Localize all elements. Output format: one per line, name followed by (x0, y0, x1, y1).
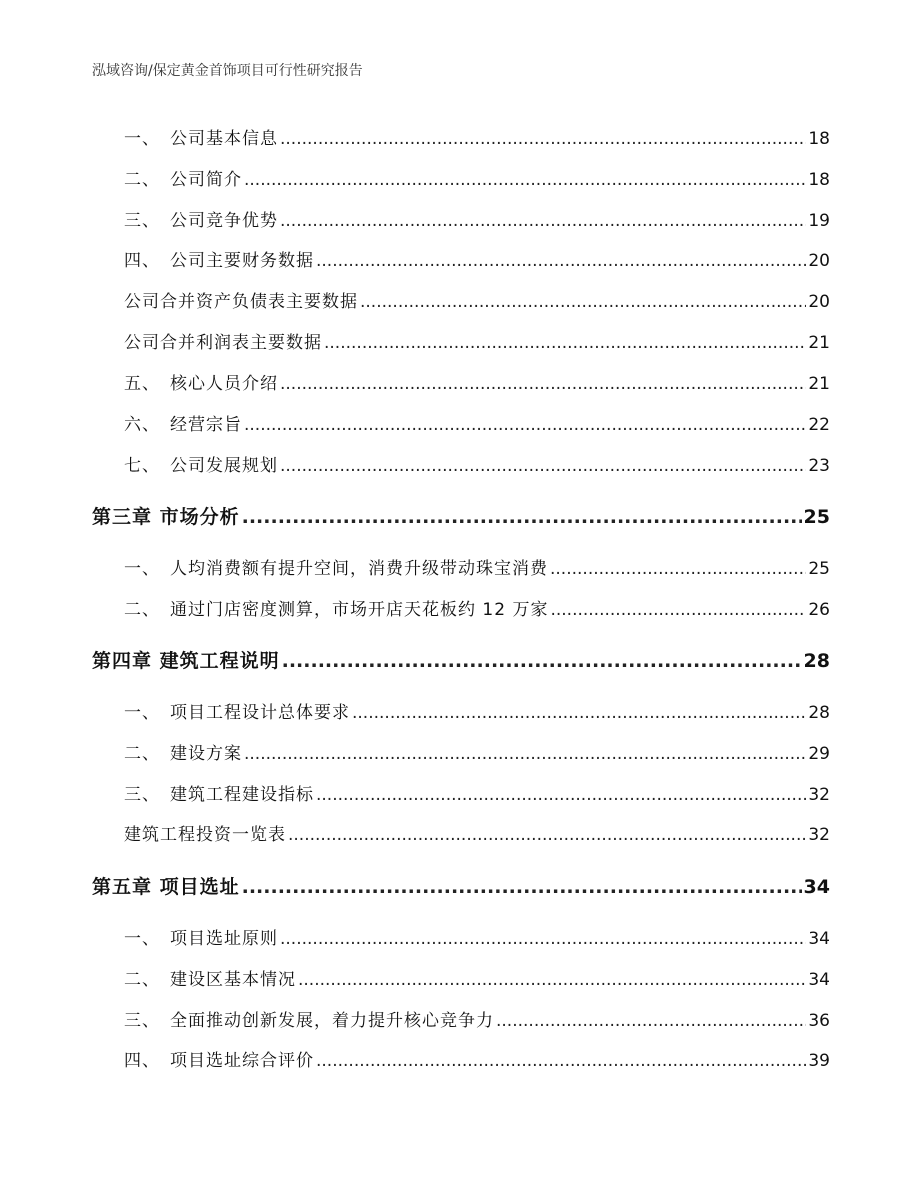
toc-entry-number: 六、 (124, 415, 160, 435)
toc-entry[interactable] (92, 328, 830, 353)
toc-entry-number: 一、 (124, 929, 160, 949)
toc-leader-dots (550, 559, 806, 579)
toc-page-number: 22 (808, 415, 830, 435)
toc-entry[interactable] (92, 965, 830, 990)
toc-page-number: 20 (808, 251, 830, 271)
toc-entry[interactable] (92, 924, 830, 949)
toc-entry-title (92, 451, 278, 476)
toc-entry-text: 建设区基本情况 (170, 970, 296, 990)
toc-entry-text: 公司简介 (170, 170, 242, 190)
toc-entry-title (92, 924, 278, 949)
toc-page-number: 26 (808, 600, 830, 620)
toc-entry-text: 项目选址原则 (170, 929, 278, 949)
toc-entry-title (92, 246, 314, 271)
toc-page-number: 29 (808, 744, 830, 764)
toc-page-number: 39 (808, 1051, 830, 1071)
toc-entry-title: 第三章 市场分析 (92, 506, 240, 528)
toc-entry-title (92, 369, 278, 394)
toc-entry-title (92, 206, 278, 231)
toc-entry[interactable] (92, 780, 830, 805)
toc-entry-text: 核心人员介绍 (170, 374, 278, 394)
toc-entry[interactable] (92, 739, 830, 764)
toc-page-number: 28 (803, 650, 830, 672)
toc-entry[interactable] (92, 369, 830, 394)
toc-entry-title: 建筑工程投资一览表 (124, 825, 286, 845)
toc-entry-text: 公司主要财务数据 (170, 251, 314, 271)
toc-leader-dots (550, 600, 806, 620)
toc-page-number: 20 (808, 292, 830, 312)
toc-page-number: 28 (808, 703, 830, 723)
toc-entry-number: 三、 (124, 785, 160, 805)
toc-entry-title (92, 780, 314, 805)
toc-entry-number: 七、 (124, 456, 160, 476)
toc-entry[interactable] (92, 206, 830, 231)
toc-entry-number: 三、 (124, 1011, 160, 1031)
toc-page-number: 34 (808, 970, 830, 990)
toc-chapter-entry[interactable] (92, 872, 830, 899)
toc-leader-dots (496, 1011, 806, 1031)
toc-leader-dots (244, 415, 806, 435)
toc-entry[interactable] (92, 165, 830, 190)
toc-page-number: 25 (808, 559, 830, 579)
toc-entry-text: 通过门店密度测算，市场开店天花板约 12 万家 (170, 600, 549, 620)
running-header: 泓域咨询/保定黄金首饰项目可行性研究报告 (92, 63, 363, 79)
toc-entry-title: 公司合并利润表主要数据 (124, 333, 322, 353)
toc-page-number: 34 (803, 876, 830, 898)
toc-entry-title (92, 410, 242, 435)
toc-entry-text: 项目选址综合评价 (170, 1051, 314, 1071)
toc-entry-number: 二、 (124, 170, 160, 190)
toc-page-number: 32 (808, 785, 830, 805)
toc-entry-title (92, 595, 548, 620)
toc-entry-number: 五、 (124, 374, 160, 394)
toc-leader-dots (282, 650, 802, 672)
toc-entry-text: 全面推动创新发展，着力提升核心竞争力 (170, 1011, 494, 1031)
toc-entry-number: 二、 (124, 970, 160, 990)
toc-page-number: 36 (808, 1011, 830, 1031)
toc-page-number: 25 (803, 506, 830, 528)
toc-entry-title: 第四章 建筑工程说明 (92, 650, 280, 672)
toc-entry[interactable] (92, 287, 830, 312)
toc-entry-title (92, 698, 350, 723)
toc-entry-title (92, 739, 242, 764)
toc-page-number: 18 (808, 129, 830, 149)
toc-entry-title: 第五章 项目选址 (92, 876, 240, 898)
toc-entry-text: 公司竞争优势 (170, 211, 278, 231)
toc-entry-number: 四、 (124, 251, 160, 271)
toc-entry[interactable] (92, 124, 830, 149)
toc-entry-number: 二、 (124, 600, 160, 620)
toc-entry-text: 建设方案 (170, 744, 242, 764)
toc-entry-number: 一、 (124, 559, 160, 579)
toc-leader-dots (316, 1051, 806, 1071)
toc-entry[interactable] (92, 1046, 830, 1071)
toc-leader-dots (244, 170, 806, 190)
toc-entry[interactable] (92, 595, 830, 620)
toc-entry-title (92, 124, 278, 149)
toc-chapter-entry[interactable] (92, 502, 830, 529)
toc-entry-number: 一、 (124, 703, 160, 723)
toc-leader-dots (352, 703, 806, 723)
toc-entry[interactable] (92, 554, 830, 579)
toc-leader-dots (280, 374, 806, 394)
toc-page-number: 18 (808, 170, 830, 190)
toc-entry-text: 建筑工程建设指标 (170, 785, 314, 805)
toc-entry-text: 公司发展规划 (170, 456, 278, 476)
toc-page-number: 34 (808, 929, 830, 949)
toc-page-number: 23 (808, 456, 830, 476)
toc-entry-number: 四、 (124, 1051, 160, 1071)
toc-entry-number: 三、 (124, 211, 160, 231)
toc-entry-text: 公司基本信息 (170, 129, 278, 149)
toc-leader-dots (244, 744, 806, 764)
toc-entry[interactable] (92, 820, 830, 845)
toc-leader-dots (316, 785, 806, 805)
toc-entry-title (92, 554, 548, 579)
toc-entry-title (92, 1006, 494, 1031)
toc-entry-title: 公司合并资产负债表主要数据 (124, 292, 358, 312)
toc-entry[interactable] (92, 451, 830, 476)
toc-leader-dots (242, 876, 802, 898)
toc-entry-text: 项目工程设计总体要求 (170, 703, 350, 723)
toc-leader-dots (288, 825, 806, 845)
toc-leader-dots (316, 251, 806, 271)
toc-entry-title (92, 965, 296, 990)
toc-leader-dots (280, 211, 806, 231)
toc-page-number: 32 (808, 825, 830, 845)
toc-entry-number: 一、 (124, 129, 160, 149)
toc-entry-title (92, 165, 242, 190)
toc-entry[interactable] (92, 246, 830, 271)
toc-leader-dots (360, 292, 806, 312)
toc-leader-dots (280, 929, 806, 949)
toc-leader-dots (298, 970, 806, 990)
toc-leader-dots (280, 456, 806, 476)
toc-leader-dots (242, 506, 802, 528)
toc-page-number: 21 (808, 333, 830, 353)
toc-entry[interactable] (92, 410, 830, 435)
toc-entry-title (92, 1046, 314, 1071)
toc-entry-text: 经营宗旨 (170, 415, 242, 435)
toc-chapter-entry[interactable] (92, 646, 830, 673)
toc-leader-dots (280, 129, 806, 149)
toc-entry[interactable] (92, 698, 830, 723)
toc-entry-number: 二、 (124, 744, 160, 764)
toc-entry-text: 人均消费额有提升空间，消费升级带动珠宝消费 (170, 559, 548, 579)
toc-page-number: 19 (808, 211, 830, 231)
toc-leader-dots (324, 333, 806, 353)
toc-page-number: 21 (808, 374, 830, 394)
toc-entry[interactable] (92, 1006, 830, 1031)
